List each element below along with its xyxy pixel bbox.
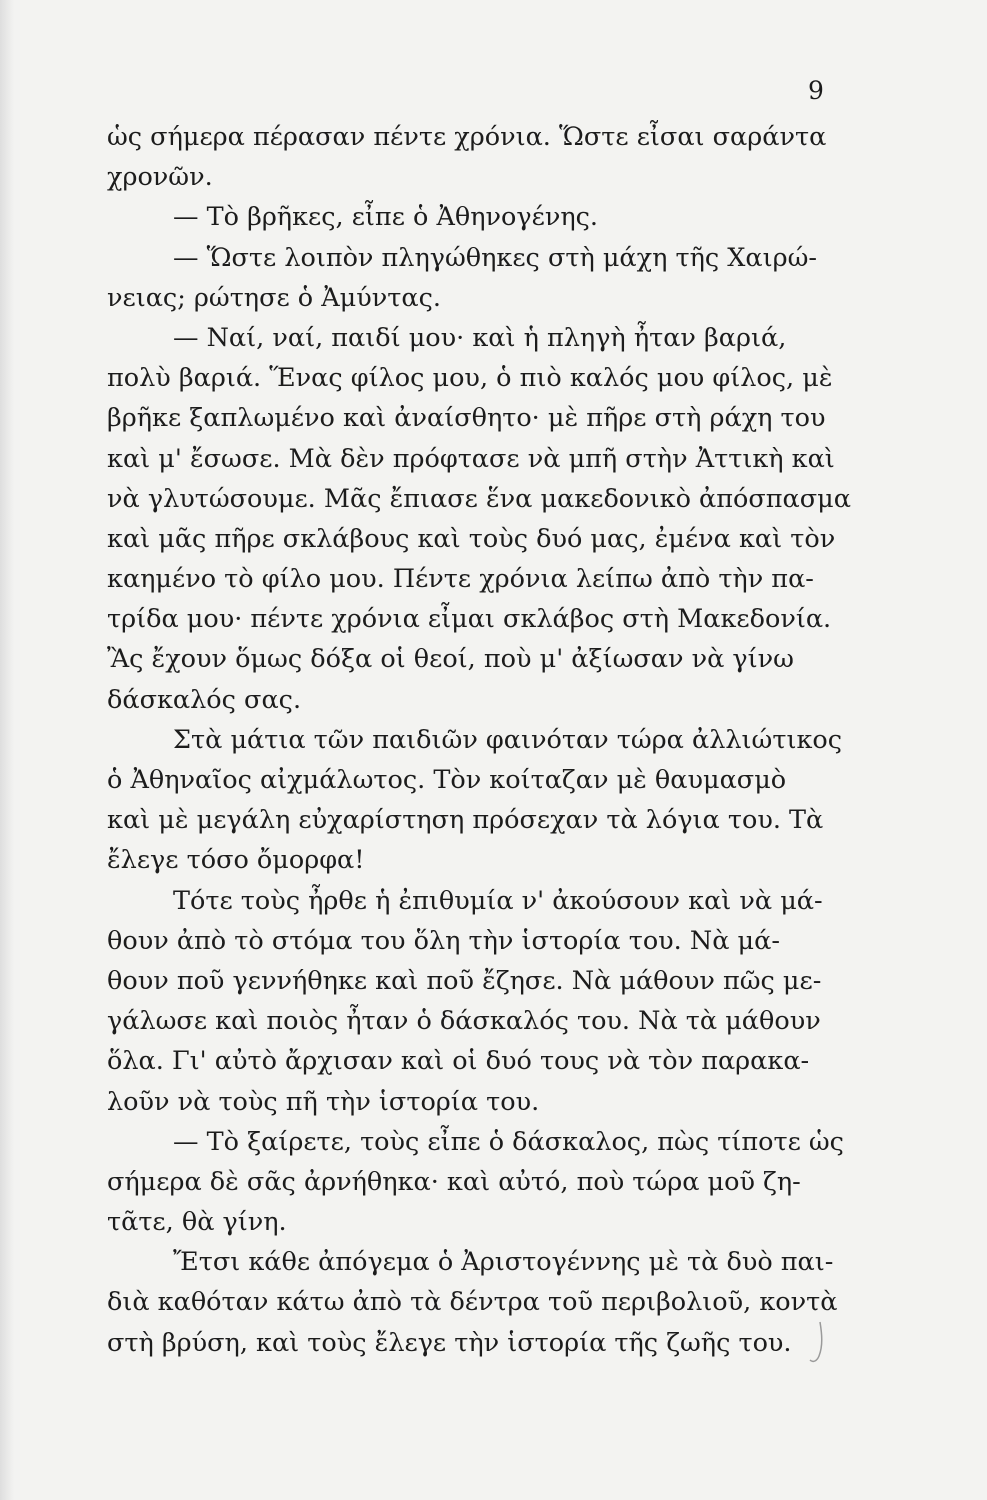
text-line: διὰ καθόταν κάτω ἀπὸ τὰ δέντρα τοῦ περιβολιοῦ, κοντὰ [107, 1287, 838, 1318]
text-line: θουν ποῦ γεννήθηκε καὶ ποῦ ἔζησε. Νὰ μάθουν πῶς με- [107, 965, 822, 996]
text-line: στὴ βρύση, καὶ τοὺς ἔλεγε τὴν ἱστορία τῆς ζωῆς του. [107, 1327, 792, 1358]
text-line: Στὰ μάτια τῶν παιδιῶν φαινόταν τώρα ἀλλιώτικος [173, 724, 843, 755]
text-line: τᾶτε, θὰ γίνη. [107, 1207, 287, 1238]
text-line: πολὺ βαριά. Ἕνας φίλος μου, ὁ πιὸ καλός μου φίλος, μὲ [107, 363, 833, 394]
text-line: νειας; ρώτησε ὁ Ἀμύντας. [107, 282, 441, 313]
text-line: Ἂς ἔχουν ὅμως δόξα οἱ θεοί, ποὺ μ' ἀξίωσαν νὰ γίνω [107, 644, 794, 675]
page-binding-edge [0, 0, 14, 1500]
text-line: — Ναί, ναί, παιδί μου· καὶ ἡ πληγὴ ἦταν βαριά, [173, 322, 787, 353]
text-line: ὡς σήμερα πέρασαν πέντε χρόνια. Ὥστε εἶσαι σαράντα [107, 122, 827, 152]
text-line: — Τὸ βρῆκες, εἶπε ὁ Ἀθηνογένης. [173, 202, 598, 233]
text-line: νὰ γλυτώσουμε. Μᾶς ἔπιασε ἕνα μακεδονικὸ ἀπόσπασμα [107, 483, 851, 514]
text-line: λοῦν νὰ τοὺς πῆ τὴν ἱστορία του. [107, 1086, 540, 1117]
text-line: καὶ μὲ μεγάλη εὐχαρίστηση πρόσεχαν τὰ λόγια του. Τὰ [107, 805, 824, 836]
text-line: καὶ μ' ἔσωσε. Μὰ δὲν πρόφτασε νὰ μπῆ στὴν Ἀττικὴ καὶ [107, 443, 835, 474]
body-text [107, 117, 859, 1363]
text-line: ὅλα. Γι' αὐτὸ ἄρχισαν καὶ οἱ δυό τους νὰ τὸν παρακα- [107, 1046, 810, 1077]
text-line: σήμερα δὲ σᾶς ἀρνήθηκα· καὶ αὐτό, ποὺ τώρα μοῦ ζη- [107, 1166, 801, 1197]
text-line: Ἔτσι κάθε ἀπόγεμα ὁ Ἀριστογέννης μὲ τὰ δυὸ παι- [173, 1247, 834, 1278]
text-line: καὶ μᾶς πῆρε σκλάβους καὶ τοὺς δυό μας, ἐμένα καὶ τὸν [107, 523, 836, 554]
pencil-mark-icon [808, 1320, 828, 1366]
text-line: Τότε τοὺς ἦρθε ἡ ἐπιθυμία ν' ἀκούσουν καὶ νὰ μά- [173, 885, 823, 916]
text-line: χρονῶν. [107, 162, 213, 193]
text-line: γάλωσε καὶ ποιὸς ἦταν ὁ δάσκαλός του. Νὰ τὰ μάθουν [107, 1006, 821, 1037]
text-line: καημένο τὸ φίλο μου. Πέντε χρόνια λείπω ἀπὸ τὴν πα- [107, 564, 814, 595]
text-line: θουν ἀπὸ τὸ στόμα του ὅλη τὴν ἱστορία του. Νὰ μά- [107, 925, 780, 956]
text-line: τρίδα μου· πέντε χρόνια εἶμαι σκλάβος στὴ Μακεδονία. [107, 604, 832, 635]
text-line: δάσκαλός σας. [107, 684, 302, 715]
text-line: ὁ Ἀθηναῖος αἰχμάλωτος. Τὸν κοίταζαν μὲ θαυμασμὸ [107, 765, 787, 795]
text-line: ἔλεγε τόσο ὄμορφα! [107, 845, 365, 876]
text-line: — Τὸ ξαίρετε, τοὺς εἶπε ὁ δάσκαλος, πὼς τίποτε ὡς [173, 1126, 844, 1157]
text-line: — Ὥστε λοιπὸν πληγώθηκες στὴ μάχη τῆς Χαιρώ- [173, 242, 818, 273]
text-line: βρῆκε ξαπλωμένο καὶ ἀναίσθητο· μὲ πῆρε στὴ ράχη του [107, 403, 826, 434]
page-number: 9 [808, 76, 824, 105]
